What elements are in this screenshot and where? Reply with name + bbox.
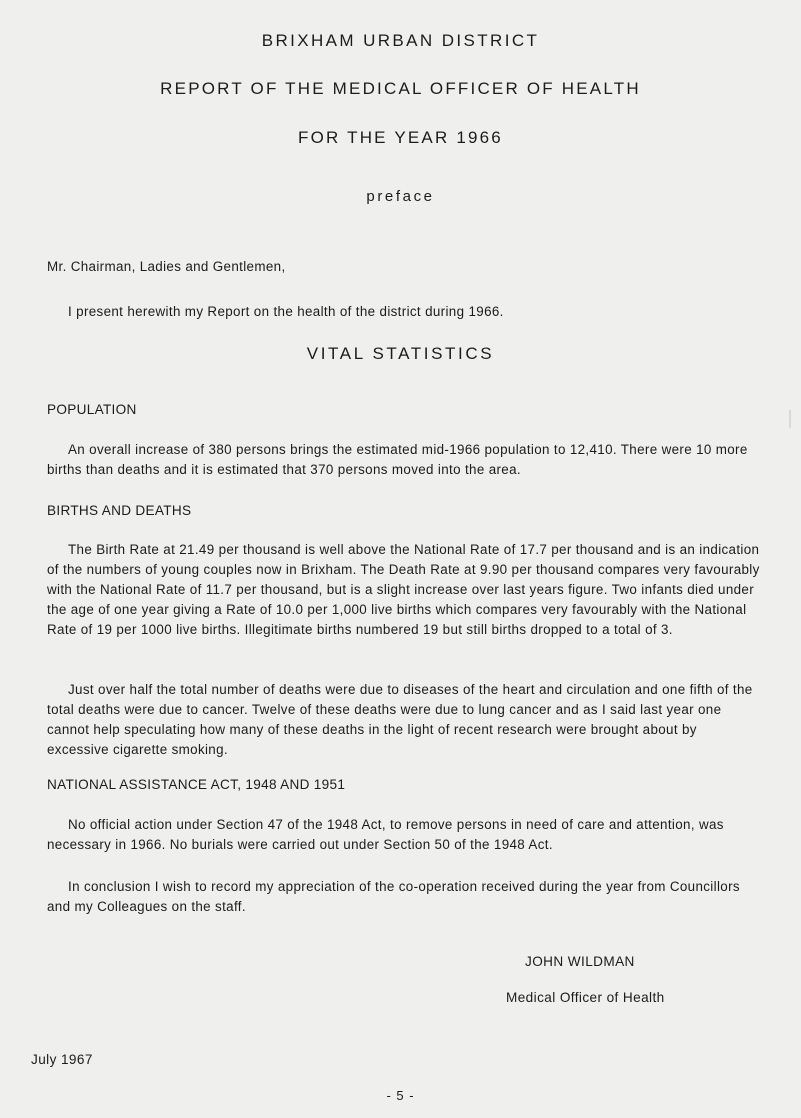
vital-statistics-heading: VITAL STATISTICS xyxy=(306,344,495,363)
intro-paragraph: I present herewith my Report on the health of the district during 1966. xyxy=(68,304,504,319)
signatory-title: Medical Officer of Health xyxy=(506,990,665,1005)
national-assistance-paragraph: No official action under Section 47 of the 1948 Act, to remove persons in need of care and attention, was necessary in 1966. No burials were carried out under Section 50 of the 1948 Act. xyxy=(47,817,724,852)
conclusion-paragraph: In conclusion I wish to record my appreciation of the co-operation received during the year from Councillors and my Colleagues on the staff. xyxy=(47,879,740,914)
population-heading: POPULATION xyxy=(47,402,137,417)
salutation: Mr. Chairman, Ladies and Gentlemen, xyxy=(47,259,286,274)
signatory-name: JOHN WILDMAN xyxy=(525,954,635,969)
population-paragraph: An overall increase of 380 persons brings the estimated mid-1966 population to 12,410. There were 10 more births than deaths and it is estimated that 370 persons moved into the area. xyxy=(47,442,748,477)
report-title: REPORT OF THE MEDICAL OFFICER OF HEALTH xyxy=(160,79,641,98)
district-title: BRIXHAM URBAN DISTRICT xyxy=(261,31,540,50)
margin-mark xyxy=(789,410,791,428)
page-number: - 5 - xyxy=(386,1088,415,1103)
preface-label: preface xyxy=(366,188,435,205)
births-deaths-heading: BIRTHS AND DEATHS xyxy=(47,503,192,518)
births-deaths-paragraph-2: Just over half the total number of deaths were due to diseases of the heart and circulation and one fifth of the total deaths were due to cancer. Twelve of these deaths were due to lung cancer and as I said last year one cannot help speculating how many of these deaths in the light of recent research were brought about by excessive cigarette smoking. xyxy=(47,682,753,757)
report-date: July 1967 xyxy=(31,1052,93,1067)
births-deaths-paragraph-1: The Birth Rate at 21.49 per thousand is well above the National Rate of 17.7 per thousand and is an indication of the numbers of young couples now in Brixham. The Death Rate at 9.90 per thousand compares very favourably with the National Rate of 11.7 per thousand, but is a slight increase over last years figure. Two infants died under the age of one year giving a Rate of 10.0 per 1,000 live births which compares very favourably with the National Rate of 19 per 1000 live births. Illegitimate births numbered 19 but still births dropped to a total of 3. xyxy=(47,542,760,637)
national-assistance-heading: NATIONAL ASSISTANCE ACT, 1948 AND 1951 xyxy=(47,777,346,792)
report-year: FOR THE YEAR 1966 xyxy=(298,128,503,147)
